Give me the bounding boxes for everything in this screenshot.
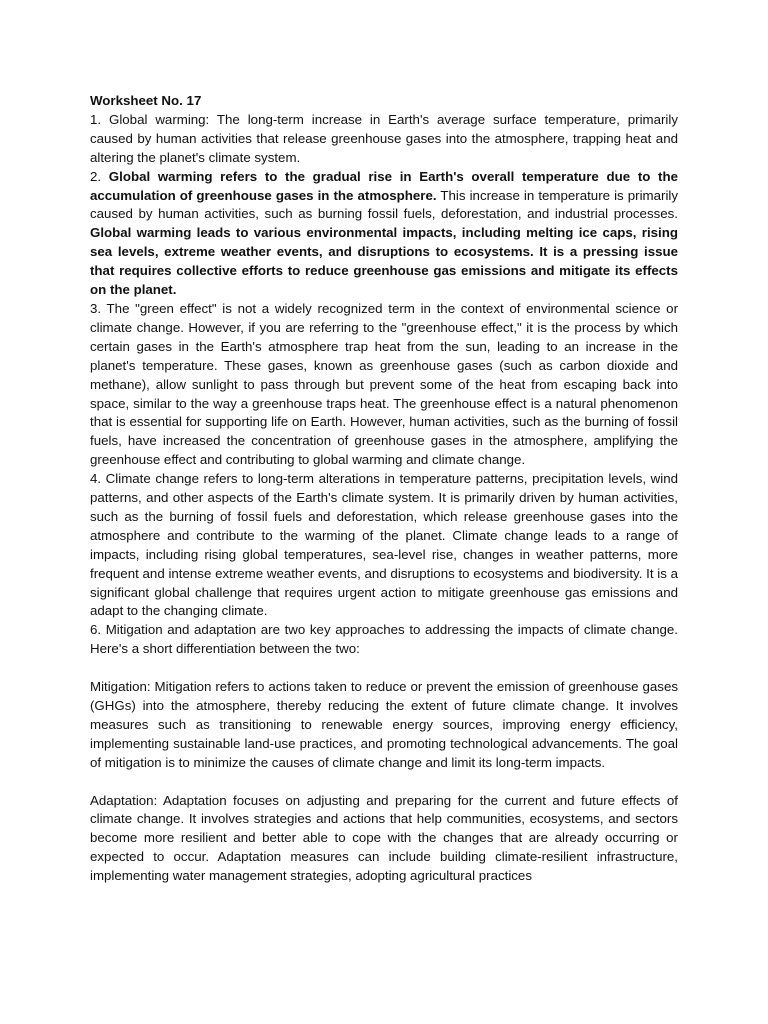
document-page [90, 92, 678, 886]
item-4-paragraph: 4. Climate change refers to long-term alterations in temperature patterns, precipitation levels, wind patterns, and other aspects of the Earth's climate system. It is primarily driven by human activities, such as the burning of fossil fuels and deforestation, which release greenhouse gases into the atmosphere and contribute to the warming of the planet. Climate change leads to a range of impacts, including rising global temperatures, sea-level rise, changes in weather patterns, more frequent and intense extreme weather events, and disruptions to ecosystems and biodiversity. It is a significant global challenge that requires urgent action to mitigate greenhouse gas emissions and adapt to the changing climate. [90, 471, 678, 619]
item-2-bold-conclusion: Global warming leads to various environmental impacts, including melting ice caps, rising sea levels, extreme weather events, and disruptions to ecosystems. It is a pressing issue that requires collective efforts to reduce greenhouse gas emissions and mitigate its effects on the planet. [90, 225, 678, 298]
blank-line [90, 773, 678, 792]
item-2-number: 2. [90, 168, 109, 184]
item-3-paragraph: 3. The "green effect" is not a widely recognized term in the context of environmental science or climate change. However, if you are referring to the "greenhouse effect," it is the process by which certain gases in the Earth's atmosphere trap heat from the sun, leading to an increase in the planet's temperature. These gases, known as greenhouse gases (such as carbon dioxide and methane), allow sunlight to pass through but prevent some of the heat from escaping back into space, similar to the way a greenhouse traps heat. The greenhouse effect is a natural phenomenon that is essential for supporting life on Earth. However, human activities, such as the burning of fossil fuels, have increased the concentration of greenhouse gases in the atmosphere, amplifying the greenhouse effect and contributing to global warming and climate change. [90, 300, 678, 468]
adaptation-paragraph: Adaptation: Adaptation focuses on adjusting and preparing for the current and future effects of climate change. It involves strategies and actions that help communities, ecosystems, and sectors become more resilient and better able to cope with the changes that are already occurring or expected to occur. Adaptation measures can include building climate-resilient infrastructure, implementing water management strategies, adopting agricultural practices [90, 792, 678, 884]
blank-line [90, 659, 678, 678]
worksheet-title: Worksheet No. 17 [90, 93, 202, 108]
item-2-paragraph [90, 168, 678, 300]
item-2-bold-sentence: Global warming refers to the gradual rise in Earth's overall temperature due to the accumulation of greenhouse gases in the atmosphere. [90, 168, 678, 203]
item-2-normal-text: This increase in temperature is primarily caused by human activities, such as burning fossil fuels, deforestation, and industrial processes. [90, 187, 679, 222]
mitigation-paragraph: Mitigation: Mitigation refers to actions taken to reduce or prevent the emission of greenhouse gases (GHGs) into the atmosphere, thereby reducing the extent of future climate change. It involves measures such as transitioning to renewable energy sources, improving energy efficiency, implementing sustainable land-use practices, and promoting technological advancements. The goal of mitigation is to minimize the causes of climate change and limit its long-term impacts. [90, 679, 678, 770]
item-6-paragraph: 6. Mitigation and adaptation are two key approaches to addressing the impacts of climate change. Here's a short differentiation between the two: [90, 622, 678, 657]
item-1-paragraph: 1. Global warming: The long-term increase in Earth's average surface temperature, primarily caused by human activities that release greenhouse gases into the atmosphere, trapping heat and altering the planet's climate system. [90, 111, 678, 165]
